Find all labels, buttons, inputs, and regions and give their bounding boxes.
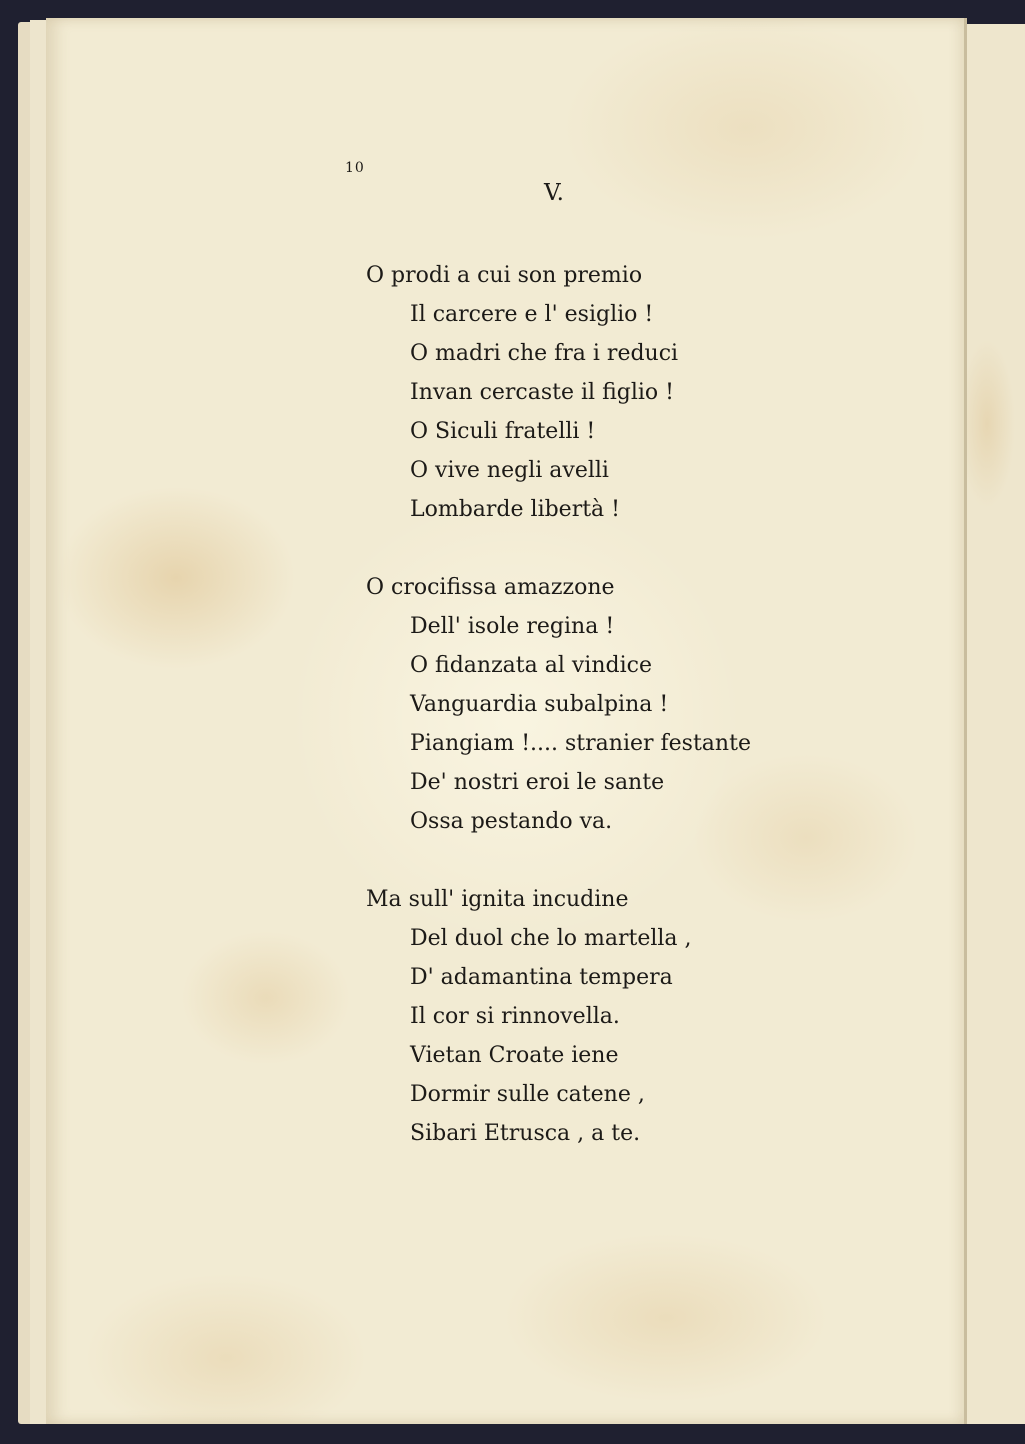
verse-line: O madri che fra i reduci bbox=[410, 341, 679, 366]
stanza bbox=[366, 880, 786, 1153]
verse-line: O prodi a cui son premio bbox=[366, 263, 643, 288]
verse-line: Piangiam !.... stranier festante bbox=[410, 731, 751, 756]
verse-line: Lombarde libertà ! bbox=[410, 497, 621, 522]
verse-line: Dormir sulle catene , bbox=[410, 1082, 645, 1107]
verse-line: Invan cercaste il figlio ! bbox=[410, 380, 674, 405]
verse-line: Del duol che lo martella , bbox=[410, 926, 692, 951]
verse-line: Vietan Croate iene bbox=[410, 1043, 619, 1068]
verse-line: Sibari Etrusca , a te. bbox=[410, 1121, 641, 1146]
verse-line: D' adamantina tempera bbox=[410, 965, 673, 990]
verse-line: Dell' isole regina ! bbox=[410, 614, 615, 639]
stanza bbox=[366, 256, 786, 529]
right-page-edge bbox=[967, 24, 1025, 1424]
section-numeral: V. bbox=[544, 180, 564, 206]
verse-line: O fidanzata al vindice bbox=[410, 653, 652, 678]
verse-line: O Siculi fratelli ! bbox=[410, 419, 596, 444]
verse-line: Il carcere e l' esiglio ! bbox=[410, 302, 654, 327]
verse-line: Vanguardia subalpina ! bbox=[410, 692, 669, 717]
verse-line: O vive negli avelli bbox=[410, 458, 609, 483]
verse-line: Ma sull' ignita incudine bbox=[366, 887, 629, 912]
verse-line: De' nostri eroi le sante bbox=[410, 770, 665, 795]
verse-line: Il cor si rinnovella. bbox=[410, 1004, 620, 1029]
verse-line: Ossa pestando va. bbox=[410, 809, 613, 834]
page-number: 10 bbox=[345, 160, 365, 176]
verse-line: O crocifissa amazzone bbox=[366, 575, 615, 600]
stanza bbox=[366, 568, 786, 841]
